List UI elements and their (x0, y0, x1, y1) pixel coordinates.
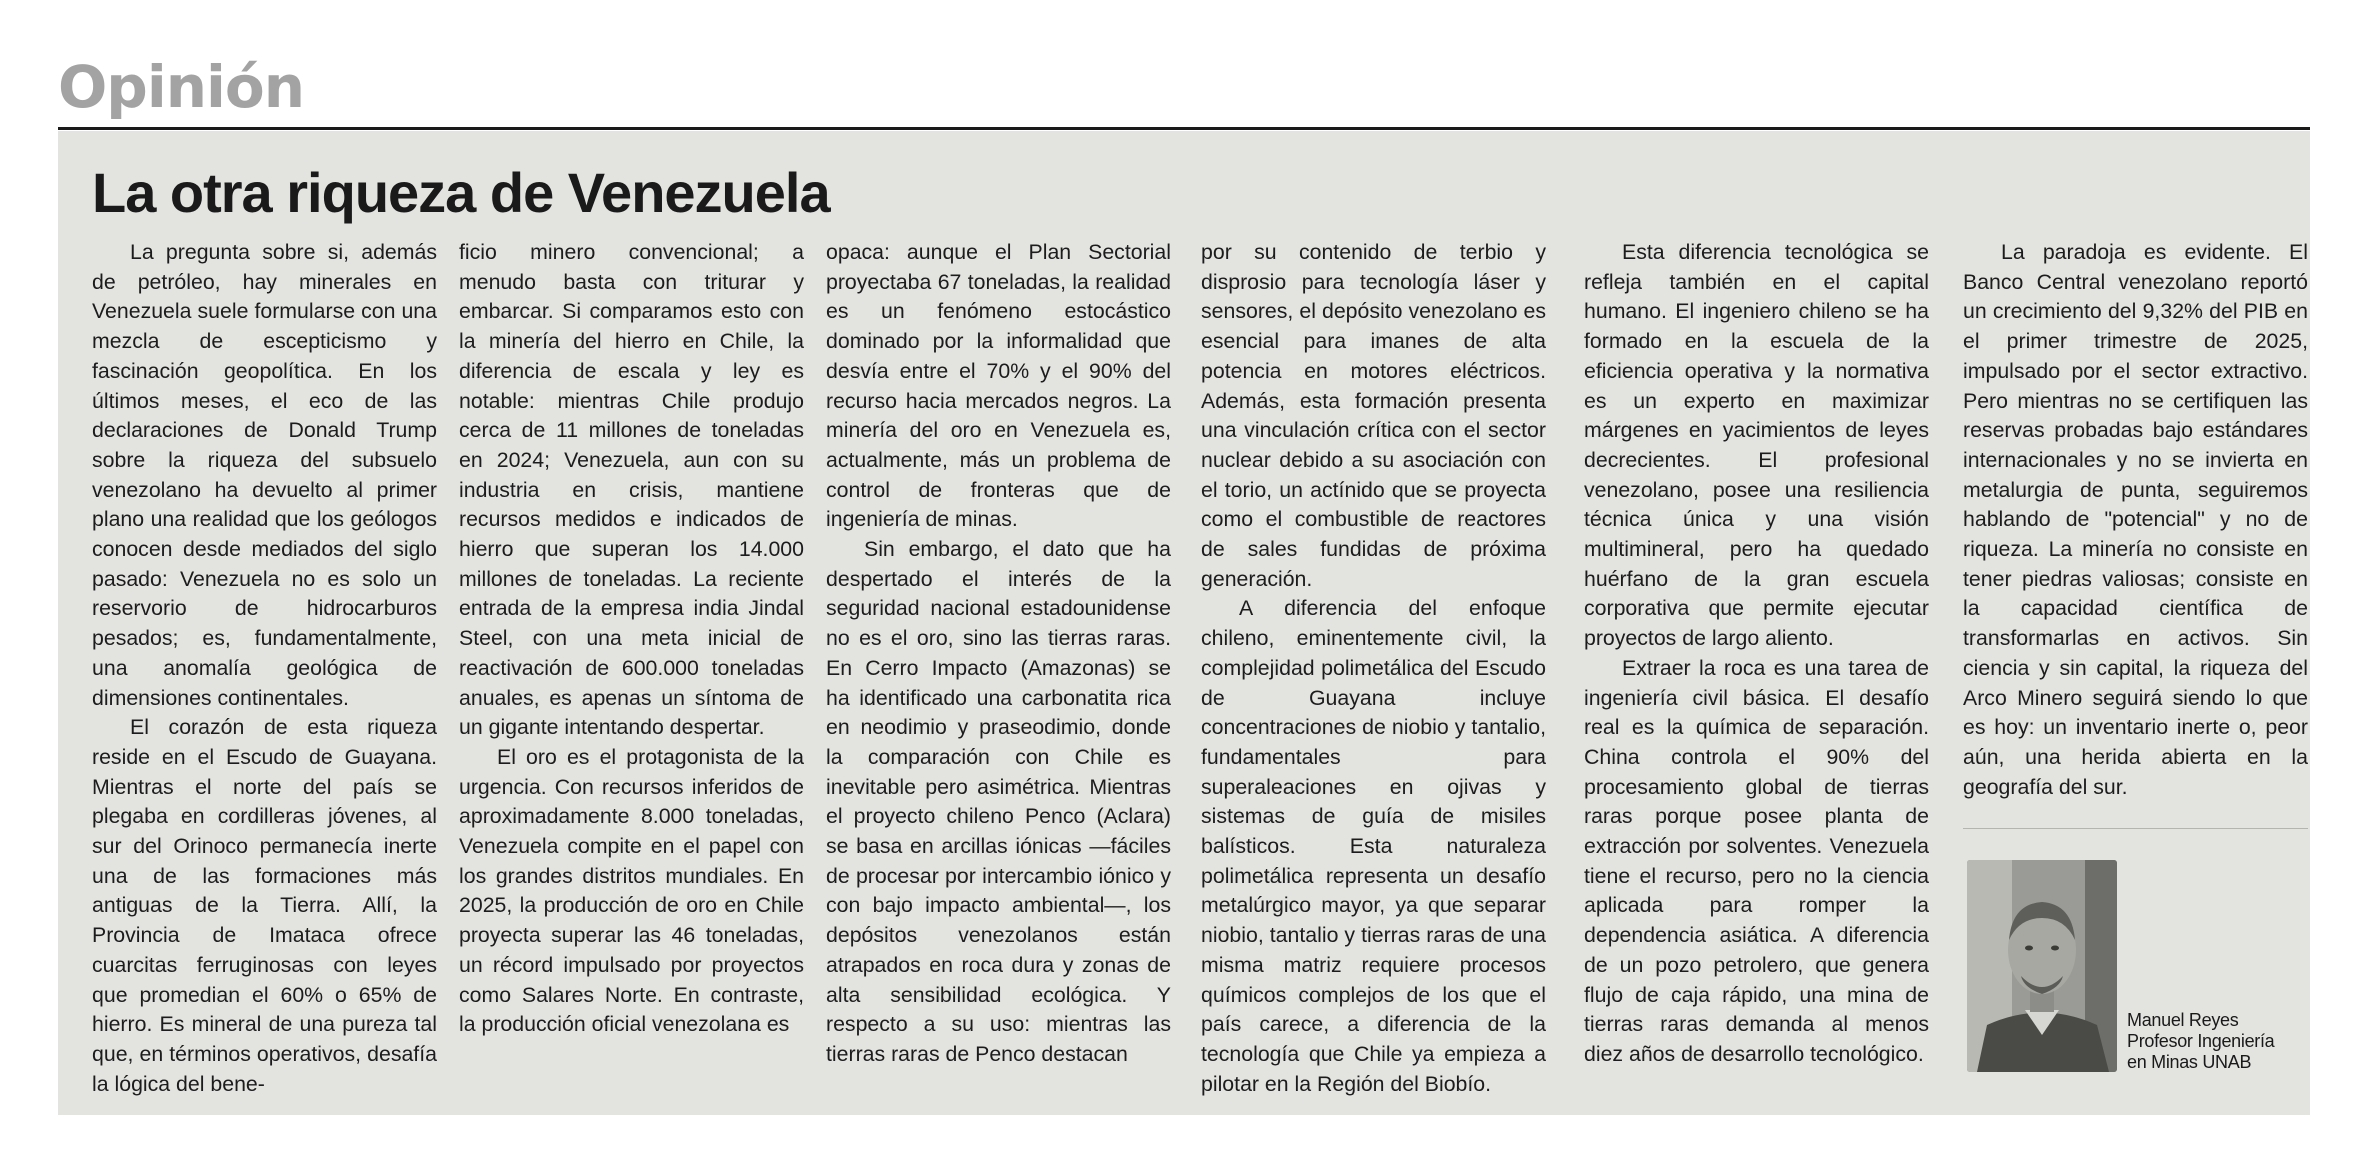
paragraph: Sin embargo, el dato que ha despertado el interés de la seguridad nacional estadounidense no es el oro, sino las tierras raras. En Cerro Impacto (Amazonas) se ha identificado una carbonatita rica en neodimio y praseodimio, donde la comparación con Chile es inevitable pero asimétrica. Mientras el proyecto chileno Penco (Aclara) se basa en arcillas iónicas —fáciles de procesar por intercambio iónico y con bajo impacto ambiental—, los depósitos venezolanos están atrapados en roca dura y zonas de alta sensibilidad ecológica. Y respecto a su uso: mientras las tierras raras de Penco destacan (826, 537, 1171, 1066)
paragraph: Esta diferencia tecnológica se refleja también en el capital humano. El ingeniero chileno se ha formado en la escuela de la eficiencia operativa y la normativa es un experto en maximizar márgenes en yacimientos de leyes decrecientes. El profesional venezolano, posee una resiliencia técnica única y una visión multimineral, pero ha quedado huérfano de la gran escuela corporativa que permite ejecutar proyectos de largo aliento. (1584, 240, 1929, 651)
paragraph: El oro es el protagonista de la urgencia. Con recursos inferidos de aproximadamente 8.000 toneladas, Venezuela compite en el papel con los grandes distritos mundiales. En 2025, la producción de oro en Chile proyecta superar las 46 toneladas, un récord impulsado por proyectos como Salares Norte. En contraste, la producción oficial venezolana es (459, 744, 804, 1037)
author-title: Profesor Ingeniería (2127, 1031, 2275, 1051)
paragraph: opaca: aunque el Plan Sectorial proyectaba 67 toneladas, la realidad es un fenómeno estocástico dominado por la informalidad que desvía entre el 70% y el 90% del recurso hacia mercados negros. La minería del oro en Venezuela es, actualmente, más un problema de control de fronteras que de ingeniería de minas. (826, 240, 1171, 532)
paragraph: El corazón de esta riqueza reside en el Escudo de Guayana. Mientras el norte del país se plegaba en cordilleras jóvenes, al sur del Orinoco permanecía inerte una de las formaciones más antiguas de la Tierra. Allí, la Provincia de Imataca ofrece cuarcitas ferruginosas con leyes que promedian el 60% o 65% de hierro. Es mineral de una pureza tal que, en términos operativos, desafía la lógica del bene- (92, 715, 437, 1096)
paragraph: La paradoja es evidente. El Banco Central venezolano reportó un crecimiento del 9,32% del PIB en el primer trimestre de 2025, impulsado por el sector extractivo. Pero mientras no se certifiquen las reservas probadas bajo estándares internacionales y no se invierta en metalurgia de punta, seguiremos hablando de "potencial" y no de riqueza. La minería no consiste en tener piedras valiosas; consiste en la capacidad científica de transformarlas en activos. Sin ciencia y sin capital, la riqueza del Arco Minero seguirá siendo lo que es hoy: un inventario inerte o, peor aún, una herida abierta en la geografía del sur. (1963, 240, 2308, 799)
article-column-2 (459, 238, 804, 1040)
article-column-1 (92, 238, 437, 1099)
paragraph: Extraer la roca es una tarea de ingeniería civil básica. El desafío real es la química de separación. China controla el 90% del procesamiento global de tierras raras porque posee planta de extracción por solventes. Venezuela tiene el recurso, pero no la ciencia aplicada para romper la dependencia asiática. A diferencia de un pozo petrolero, que genera flujo de caja rápido, una mina de tierras raras demanda al menos diez años de desarrollo tecnológico. (1584, 655, 1929, 1066)
section-label: Opinión (58, 53, 305, 121)
paragraph: ficio minero convencional; a menudo basta con triturar y embarcar. Si comparamos esto con la minería del hierro en Chile, la diferencia de escala y ley es notable: mientras Chile produjo cerca de 11 millones de toneladas en 2024; Venezuela, aun con su industria en crisis, mantiene recursos medidos e indicados de hierro que superan los 14.000 millones de toneladas. La reciente entrada de la empresa india Jindal Steel, con una meta inicial de reactivación de 600.000 toneladas anuales, es apenas un síntoma de un gigante intentando despertar. (459, 240, 804, 740)
paragraph: A diferencia del enfoque chileno, eminentemente civil, la complejidad polimetálica del Escudo de Guayana incluye concentraciones de niobio y tantalio, fundamentales para superaleaciones en ojivas y sistemas de guía de misiles balísticos. Esta naturaleza polimetálica representa un desafío metalúrgico mayor, ya que separar niobio, tantalio y tierras raras de una misma matriz requiere procesos químicos complejos de los que el país carece, a diferencia de la tecnología que Chile ya empieza a pilotar en la Región del Biobío. (1201, 596, 1546, 1096)
author-photo (1967, 860, 2117, 1072)
column-separator (1963, 828, 2308, 829)
author-name: Manuel Reyes (2127, 1010, 2239, 1030)
paragraph: por su contenido de terbio y disprosio para tecnología láser y sensores, el depósito venezolano es esencial para imanes de alta potencia en motores eléctricos. Además, esta formación presenta una vinculación crítica con el sector nuclear debido a su asociación con el torio, un actínido que se proyecta como el combustible de reactores de sales fundidas de próxima generación. (1201, 240, 1546, 591)
article-headline: La otra riqueza de Venezuela (92, 161, 830, 224)
article-column-3 (826, 238, 1171, 1070)
author-credit (2127, 1010, 2274, 1073)
article-column-4 (1201, 238, 1546, 1099)
article-column-6 (1963, 238, 2308, 802)
author-affiliation: en Minas UNAB (2127, 1052, 2252, 1072)
article-column-5 (1584, 238, 1929, 1070)
paragraph: La pregunta sobre si, además de petróleo, hay minerales en Venezuela suele formularse con una mezcla de escepticismo y fascinación geopolítica. En los últimos meses, el eco de las declaraciones de Donald Trump sobre la riqueza del subsuelo venezolano ha devuelto al primer plano una realidad que los geólogos conocen desde mediados del siglo pasado: Venezuela no es solo un reservorio de hidrocarburos pesados; es, fundamentalmente, una anomalía geológica de dimensiones continentales. (92, 240, 437, 710)
section-rule (58, 127, 2310, 130)
